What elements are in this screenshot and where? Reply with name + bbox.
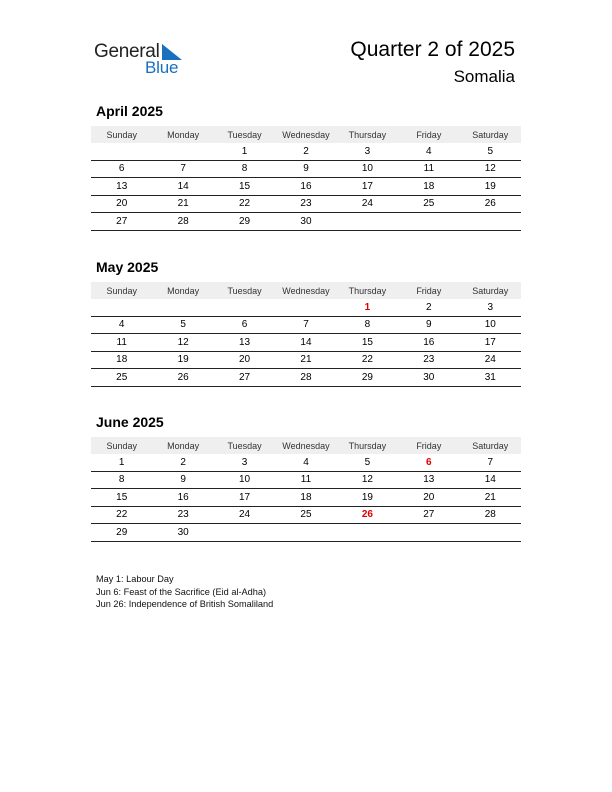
week-row bbox=[91, 489, 521, 507]
weekday-header: Friday bbox=[398, 282, 459, 299]
day-cell: 23 bbox=[152, 506, 213, 524]
empty-day-cell bbox=[275, 524, 336, 542]
month-title: June 2025 bbox=[96, 414, 164, 430]
logo-general-text: General bbox=[94, 41, 160, 62]
day-cell: 12 bbox=[460, 160, 521, 178]
day-cell: 8 bbox=[337, 316, 398, 334]
day-cell: 1 bbox=[91, 454, 152, 471]
empty-day-cell bbox=[214, 524, 275, 542]
day-cell: 2 bbox=[398, 299, 459, 316]
day-cell: 29 bbox=[214, 213, 275, 231]
day-cell: 31 bbox=[460, 369, 521, 387]
day-cell: 3 bbox=[460, 299, 521, 316]
day-cell: 11 bbox=[398, 160, 459, 178]
day-cell: 18 bbox=[91, 351, 152, 369]
empty-day-cell bbox=[275, 299, 336, 316]
weekday-header: Tuesday bbox=[214, 126, 275, 143]
day-cell: 9 bbox=[398, 316, 459, 334]
weekday-header: Friday bbox=[398, 437, 459, 454]
day-cell: 29 bbox=[337, 369, 398, 387]
day-cell: 22 bbox=[214, 195, 275, 213]
weekday-header-row bbox=[91, 282, 521, 299]
holiday-day-cell: 6 bbox=[398, 454, 459, 471]
day-cell: 4 bbox=[275, 454, 336, 471]
week-row bbox=[91, 143, 521, 160]
day-cell: 11 bbox=[91, 334, 152, 352]
day-cell: 5 bbox=[337, 454, 398, 471]
day-cell: 12 bbox=[152, 334, 213, 352]
day-cell: 3 bbox=[337, 143, 398, 160]
week-row bbox=[91, 369, 521, 387]
holiday-day-cell: 26 bbox=[337, 506, 398, 524]
weekday-header: Sunday bbox=[91, 126, 152, 143]
week-row bbox=[91, 160, 521, 178]
day-cell: 20 bbox=[214, 351, 275, 369]
day-cell: 12 bbox=[337, 471, 398, 489]
logo-blue-text: Blue bbox=[145, 58, 179, 77]
day-cell: 19 bbox=[337, 489, 398, 507]
day-cell: 5 bbox=[460, 143, 521, 160]
weekday-header: Tuesday bbox=[214, 282, 275, 299]
day-cell: 28 bbox=[275, 369, 336, 387]
weekday-header: Saturday bbox=[460, 282, 521, 299]
day-cell: 25 bbox=[91, 369, 152, 387]
holiday-day-cell: 1 bbox=[337, 299, 398, 316]
week-row bbox=[91, 299, 521, 316]
day-cell: 11 bbox=[275, 471, 336, 489]
day-cell: 9 bbox=[152, 471, 213, 489]
day-cell: 15 bbox=[337, 334, 398, 352]
day-cell: 16 bbox=[152, 489, 213, 507]
weekday-header: Saturday bbox=[460, 437, 521, 454]
holiday-note: Jun 6: Feast of the Sacrifice (Eid al-Adha) bbox=[96, 586, 267, 597]
day-cell: 24 bbox=[214, 506, 275, 524]
day-cell: 3 bbox=[214, 454, 275, 471]
day-cell: 20 bbox=[398, 489, 459, 507]
day-cell: 19 bbox=[460, 178, 521, 196]
empty-day-cell bbox=[460, 524, 521, 542]
month-title: April 2025 bbox=[96, 103, 163, 119]
day-cell: 13 bbox=[91, 178, 152, 196]
day-cell: 24 bbox=[460, 351, 521, 369]
day-cell: 22 bbox=[91, 506, 152, 524]
page-title: Quarter 2 of 2025 bbox=[350, 38, 515, 61]
week-row bbox=[91, 351, 521, 369]
day-cell: 27 bbox=[91, 213, 152, 231]
weekday-header-row bbox=[91, 437, 521, 454]
day-cell: 13 bbox=[214, 334, 275, 352]
day-cell: 20 bbox=[91, 195, 152, 213]
day-cell: 2 bbox=[152, 454, 213, 471]
holiday-note: May 1: Labour Day bbox=[96, 574, 174, 584]
weekday-header: Monday bbox=[152, 282, 213, 299]
day-cell: 26 bbox=[460, 195, 521, 213]
day-cell: 7 bbox=[460, 454, 521, 471]
calendar-table bbox=[91, 126, 521, 231]
day-cell: 27 bbox=[398, 506, 459, 524]
weekday-header: Monday bbox=[152, 437, 213, 454]
day-cell: 10 bbox=[214, 471, 275, 489]
day-cell: 23 bbox=[275, 195, 336, 213]
week-row bbox=[91, 316, 521, 334]
holiday-note: Jun 26: Independence of British Somaliland bbox=[96, 599, 274, 609]
calendar-table bbox=[91, 282, 521, 387]
empty-day-cell bbox=[91, 143, 152, 160]
day-cell: 23 bbox=[398, 351, 459, 369]
day-cell: 14 bbox=[152, 178, 213, 196]
empty-day-cell bbox=[152, 143, 213, 160]
day-cell: 10 bbox=[337, 160, 398, 178]
day-cell: 18 bbox=[275, 489, 336, 507]
weekday-header: Sunday bbox=[91, 282, 152, 299]
weekday-header: Tuesday bbox=[214, 437, 275, 454]
empty-day-cell bbox=[337, 524, 398, 542]
week-row bbox=[91, 178, 521, 196]
day-cell: 21 bbox=[460, 489, 521, 507]
empty-day-cell bbox=[398, 213, 459, 231]
general-blue-logo bbox=[94, 41, 194, 81]
day-cell: 27 bbox=[214, 369, 275, 387]
weekday-header: Thursday bbox=[337, 126, 398, 143]
empty-day-cell bbox=[337, 213, 398, 231]
month-june bbox=[91, 414, 521, 542]
week-row bbox=[91, 471, 521, 489]
empty-day-cell bbox=[152, 299, 213, 316]
day-cell: 14 bbox=[460, 471, 521, 489]
weekday-header: Sunday bbox=[91, 437, 152, 454]
day-cell: 7 bbox=[152, 160, 213, 178]
day-cell: 10 bbox=[460, 316, 521, 334]
day-cell: 17 bbox=[460, 334, 521, 352]
day-cell: 15 bbox=[214, 178, 275, 196]
day-cell: 17 bbox=[214, 489, 275, 507]
weekday-header: Saturday bbox=[460, 126, 521, 143]
empty-day-cell bbox=[91, 299, 152, 316]
weekday-header: Thursday bbox=[337, 282, 398, 299]
day-cell: 26 bbox=[152, 369, 213, 387]
day-cell: 5 bbox=[152, 316, 213, 334]
week-row bbox=[91, 454, 521, 471]
day-cell: 28 bbox=[460, 506, 521, 524]
week-row bbox=[91, 195, 521, 213]
week-row bbox=[91, 334, 521, 352]
day-cell: 2 bbox=[275, 143, 336, 160]
weekday-header: Wednesday bbox=[275, 437, 336, 454]
day-cell: 14 bbox=[275, 334, 336, 352]
day-cell: 6 bbox=[91, 160, 152, 178]
month-title: May 2025 bbox=[96, 259, 159, 275]
day-cell: 18 bbox=[398, 178, 459, 196]
day-cell: 16 bbox=[275, 178, 336, 196]
weekday-header: Wednesday bbox=[275, 126, 336, 143]
week-row bbox=[91, 506, 521, 524]
weekday-header: Wednesday bbox=[275, 282, 336, 299]
holiday-notes bbox=[96, 573, 273, 611]
day-cell: 9 bbox=[275, 160, 336, 178]
weekday-header: Monday bbox=[152, 126, 213, 143]
empty-day-cell bbox=[398, 524, 459, 542]
day-cell: 30 bbox=[398, 369, 459, 387]
month-may bbox=[91, 259, 521, 387]
country-name: Somalia bbox=[453, 67, 515, 86]
day-cell: 30 bbox=[152, 524, 213, 542]
day-cell: 25 bbox=[398, 195, 459, 213]
day-cell: 16 bbox=[398, 334, 459, 352]
day-cell: 25 bbox=[275, 506, 336, 524]
week-row bbox=[91, 524, 521, 542]
week-row bbox=[91, 213, 521, 231]
day-cell: 21 bbox=[152, 195, 213, 213]
day-cell: 15 bbox=[91, 489, 152, 507]
day-cell: 7 bbox=[275, 316, 336, 334]
day-cell: 17 bbox=[337, 178, 398, 196]
empty-day-cell bbox=[214, 299, 275, 316]
day-cell: 8 bbox=[214, 160, 275, 178]
day-cell: 4 bbox=[91, 316, 152, 334]
day-cell: 6 bbox=[214, 316, 275, 334]
day-cell: 28 bbox=[152, 213, 213, 231]
calendar-table bbox=[91, 437, 521, 542]
weekday-header: Thursday bbox=[337, 437, 398, 454]
day-cell: 8 bbox=[91, 471, 152, 489]
empty-day-cell bbox=[460, 213, 521, 231]
day-cell: 21 bbox=[275, 351, 336, 369]
day-cell: 4 bbox=[398, 143, 459, 160]
day-cell: 24 bbox=[337, 195, 398, 213]
day-cell: 13 bbox=[398, 471, 459, 489]
day-cell: 29 bbox=[91, 524, 152, 542]
weekday-header: Friday bbox=[398, 126, 459, 143]
day-cell: 30 bbox=[275, 213, 336, 231]
day-cell: 19 bbox=[152, 351, 213, 369]
month-april bbox=[91, 103, 521, 231]
day-cell: 1 bbox=[214, 143, 275, 160]
day-cell: 22 bbox=[337, 351, 398, 369]
weekday-header-row bbox=[91, 126, 521, 143]
